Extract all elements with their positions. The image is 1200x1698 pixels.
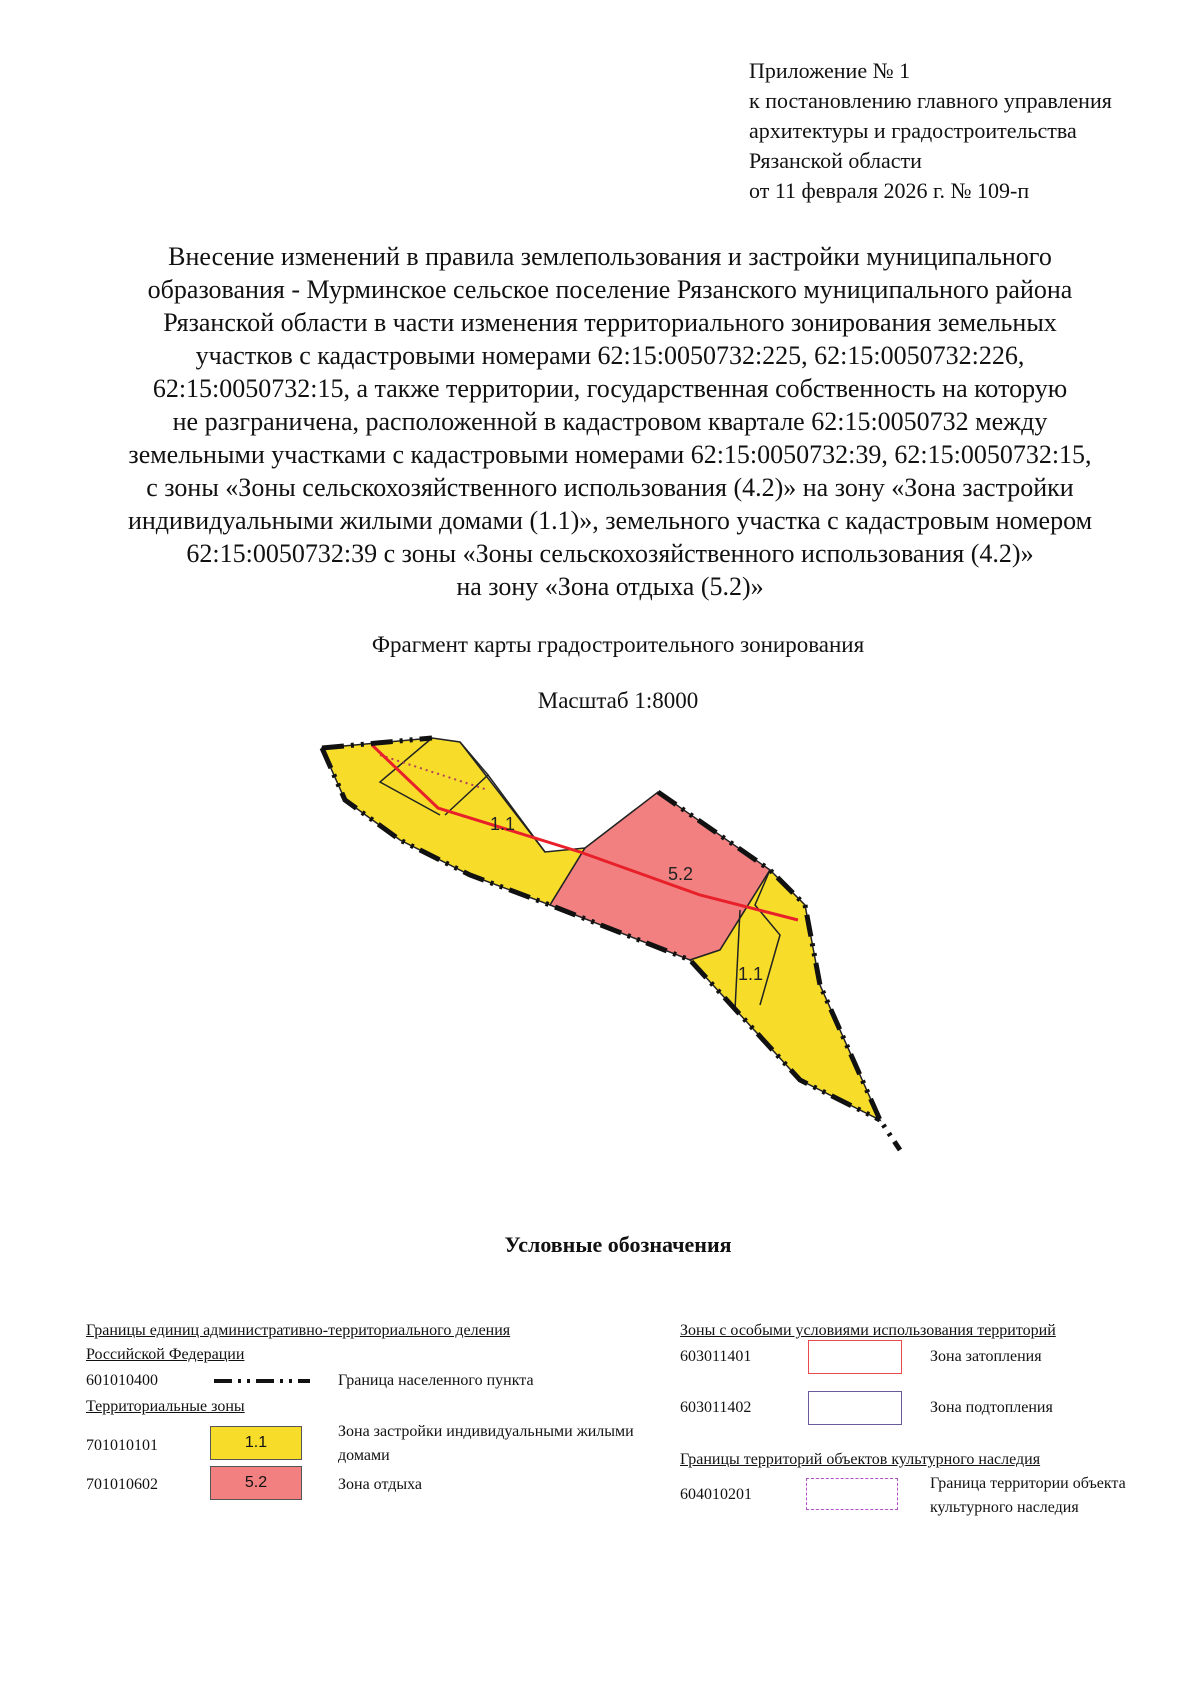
legend-label: Граница территории объекта (930, 1475, 1126, 1492)
legend-label: Зона подтопления (930, 1399, 1053, 1416)
legend-label: культурного наследия (930, 1499, 1079, 1516)
flood-zone-symbol (808, 1340, 902, 1374)
underflood-zone-symbol (808, 1391, 902, 1425)
zone-5-2-swatch: 5.2 (210, 1466, 302, 1500)
map-caption: Фрагмент карты градостроительного зонирования (371, 632, 865, 657)
legend-admin-heading: Российской Федерации (86, 1346, 245, 1363)
title-line: с зоны «Зоны сельскохозяйственного использования (4.2)» на зону «Зона застройки (146, 473, 1074, 502)
legend-code: 601010400 (86, 1372, 158, 1389)
title-line: не разграничена, расположенной в кадастровом квартале 62:15:0050732 между (172, 407, 1048, 436)
legend-special-heading: Зоны с особыми условиями использования территорий (680, 1322, 1056, 1339)
legend-heritage-heading: Границы территорий объектов культурного наследия (680, 1451, 1041, 1468)
legend-code: 701010101 (86, 1437, 158, 1454)
zone-label: 5.2 (668, 864, 694, 884)
legend-admin-heading: Границы единиц административно-территориального деления (86, 1322, 511, 1339)
legend-code: 603011401 (680, 1348, 752, 1365)
appendix-line: от 11 февраля 2026 г. № 109-п (749, 178, 1030, 203)
map-scale: Масштаб 1:8000 (537, 688, 699, 713)
legend-code: 701010602 (86, 1476, 158, 1493)
appendix-line: Рязанской области (749, 148, 922, 173)
settlement-boundary-symbol (212, 1372, 312, 1390)
legend-label: Зона затопления (930, 1348, 1042, 1365)
legend-label: Граница населенного пункта (338, 1372, 534, 1389)
legend-label: домами (338, 1447, 390, 1464)
appendix-line: архитектуры и градостроительства (749, 118, 1077, 143)
zone-1-1-swatch: 1.1 (210, 1426, 302, 1460)
title-line: индивидуальными жилыми домами (1.1)», земельного участка с кадастровым номером (127, 506, 1093, 535)
legend-title: Условные обозначения (504, 1232, 732, 1257)
legend-zones-heading: Территориальные зоны (86, 1398, 245, 1415)
title-line: на зону «Зона отдыха (5.2)» (456, 572, 764, 601)
title-line: образования - Мурминское сельское поселение Рязанского муниципального района (147, 275, 1073, 304)
title-line: 62:15:0050732:15, а также территории, государственная собственность на которую (152, 374, 1068, 403)
appendix-line: к постановлению главного управления (749, 88, 1112, 113)
title-line: Внесение изменений в правила землепользования и застройки муниципального (168, 242, 1052, 271)
title-line: Рязанской области в части изменения территориального зонирования земельных (163, 308, 1057, 337)
zone-label: 1.1 (490, 814, 516, 834)
appendix-line: Приложение № 1 (749, 58, 911, 83)
legend-label: Зона застройки индивидуальными жилыми (338, 1423, 634, 1440)
legend-label: Зона отдыха (338, 1476, 423, 1493)
legend-code: 603011402 (680, 1399, 752, 1416)
legend-code: 604010201 (680, 1486, 752, 1503)
title-line: участков с кадастровыми номерами 62:15:0050732:225, 62:15:0050732:226, (195, 341, 1025, 370)
heritage-boundary-symbol (806, 1478, 898, 1510)
zone-label: 1.1 (738, 964, 764, 984)
title-line: земельными участками с кадастровыми номерами 62:15:0050732:39, 62:15:0050732:15, (128, 440, 1092, 469)
title-line: 62:15:0050732:39 с зоны «Зоны сельскохозяйственного использования (4.2)» (186, 539, 1034, 568)
zone-1-1-upper (322, 738, 585, 905)
